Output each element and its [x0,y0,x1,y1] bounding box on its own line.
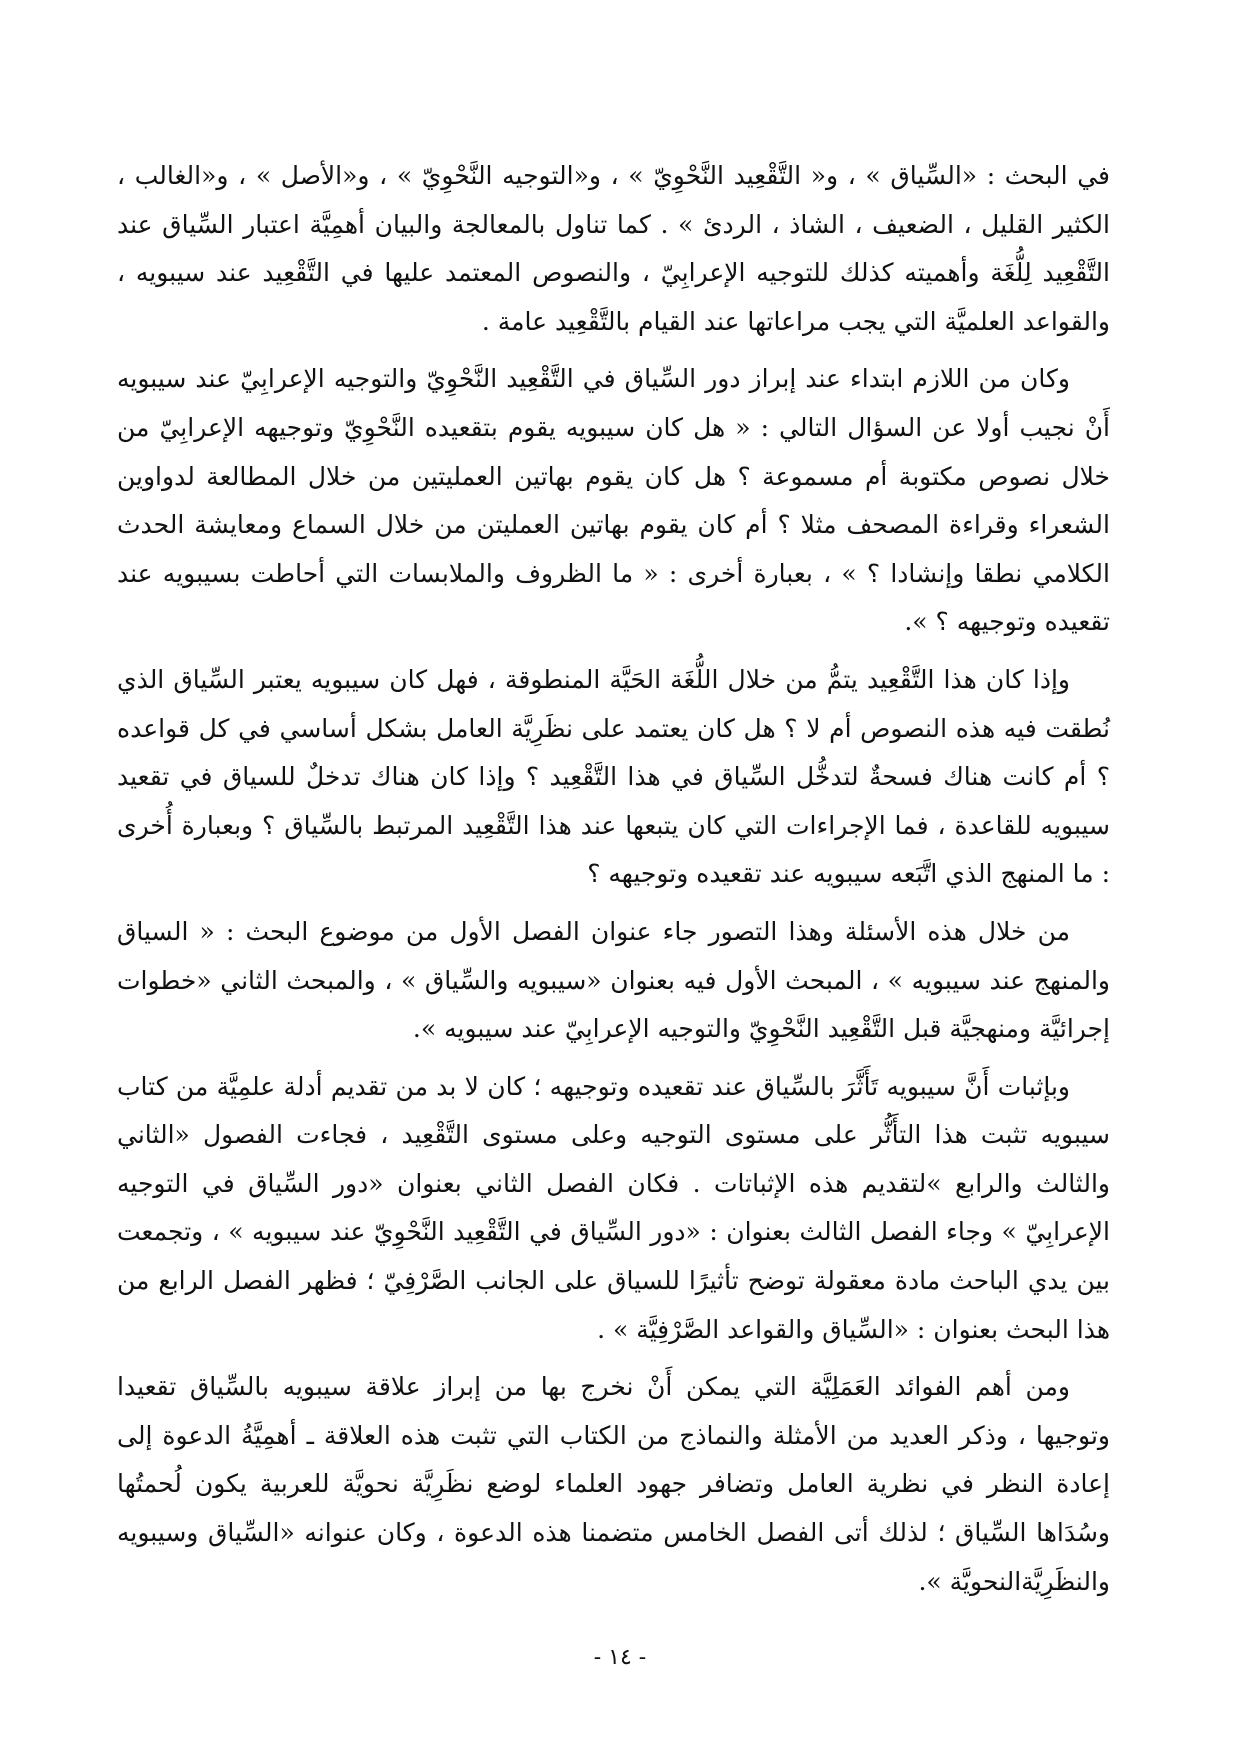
page-body [117,152,1110,1615]
paragraph-2: وكان من اللازم ابتداء عند إبراز دور السِّياق في التَّقْعِيد النَّحْوِيّ والتوجيه الإعرابِيّ عند سيبويه أَنْ نجيب أولا عن السؤال التالي : « هل كان سيبويه يقوم بتقعيده النَّحْوِيّ وتوجيهه الإعرابِيّ من خلال نصوص مكتوبة أم مسموعة ؟ هل كان يقوم بهاتين العمليتين من خلال المطالعة لدواوين الشعراء وقراءة المصحف مثلا ؟ أم كان يقوم بهاتين العمليتن من خلال السماع ومعايشة الحدث الكلامي نطقا وإنشادا ؟ » ، بعبارة أخرى : « ما الظروف والملابسات التي أحاطت بسيبويه عند تقعيده وتوجيهه ؟ ». [117,364,1110,637]
paragraph-6: ومن أهم الفوائد العَمَلِيَّة التي يمكن أَنْ نخرج بها من إبراز علاقة سيبويه بالسِّياق تقعيدا وتوجيها ، وذكر العديد من الأمثلة والنماذج من الكتاب التي تثبت هذه العلاقة ـ أهمِيَّةُ الدعوة إلى إعادة النظر في نظرية العامل وتضافر جهود العلماء لوضع نظَرِيَّة نحويَّة للعربية يكون لُحمتُها وسُدَاها السِّياق ؛ لذلك أتى الفصل الخامس متضمنا هذه الدعوة ، وكان عنوانه «السِّياق وسيبويه والنظَرِيَّةالنحويَّة ». [117,1372,1110,1596]
paragraph-3: وإذا كان هذا التَّقْعِيد يتمُّ من خلال اللُّغَة الحَيَّة المنطوقة ، فهل كان سيبويه يعتبر السِّياق الذي نُطقت فيه هذه النصوص أم لا ؟ هل كان يعتمد على نظَرِيَّة العامل بشكل أساسي في كل قواعده ؟ أم كانت هناك فسحةٌ لتدخُّل السِّياق في هذا التَّقْعِيد ؟ وإذا كان هناك تدخلٌ للسياق في تقعيد سيبويه للقاعدة ، فما الإجراءات التي كان يتبعها عند هذا التَّقْعِيد المرتبط بالسِّياق ؟ وبعبارة أُخرى : ما المنهج الذي اتَّبَعه سيبويه عند تقعيده وتوجيهه ؟ [117,664,1110,889]
paragraph-1: في البحث : «السِّياق » ، و« التَّقْعِيد النَّحْوِيّ » ، و«التوجيه النَّحْوِيّ » ، و«الأصل » ، و«الغالب ، الكثير القليل ، الضعيف ، الشاذ ، الردئ » . كما تناول بالمعالجة والبيان أهمِيَّة اعتبار السِّياق عند التَّقْعِيد لِلُّغَة وأهميته كذلك للتوجيه الإعرابِيّ ، والنصوص المعتمد عليها في التَّقْعِيد عند سيبويه ، والقواعد العلميَّة التي يجب مراعاتها عند القيام بالتَّقْعِيد عامة . [117,161,1110,336]
page-number: - ١٤ - [593,1645,647,1670]
paragraph-4: من خلال هذه الأسئلة وهذا التصور جاء عنوان الفصل الأول من موضوع البحث : « السياق والمنهج عند سيبويه » ، المبحث الأول فيه بعنوان «سيبويه والسِّياق » ، والمبحث الثاني «خطوات إجرائيَّة ومنهجيَّة قبل التَّقْعِيد النَّحْوِيّ والتوجيه الإعرابِيّ عند سيبويه ». [117,916,1110,1044]
paragraph-5: وبإثبات أَنَّ سيبويه تَأَثَّرَ بالسِّياق عند تقعيده وتوجيهه ؛ كان لا بد من تقديم أدلة علمِيَّة من كتاب سيبويه تثبت هذا التأَثُّر على مستوى التوجيه وعلى مستوى التَّقْعِيد ، فجاءت الفصول «الثاني والثالث والرابع »لتقديم هذه الإثباتات . فكان الفصل الثاني بعنوان «دور السِّياق في التوجيه الإعرابِيّ » وجاء الفصل الثالث بعنوان : «دور السِّياق في التَّقْعِيد النَّحْوِيّ عند سيبويه » ، وتجمعت بين يدي الباحث مادة معقولة توضح تأثيرًا للسياق على الجانب الصَّرْفِيّ ؛ فظهر الفصل الرابع من هذا البحث بعنوان : «السِّياق والقواعد الصَّرْفِيَّة » . [117,1071,1110,1344]
